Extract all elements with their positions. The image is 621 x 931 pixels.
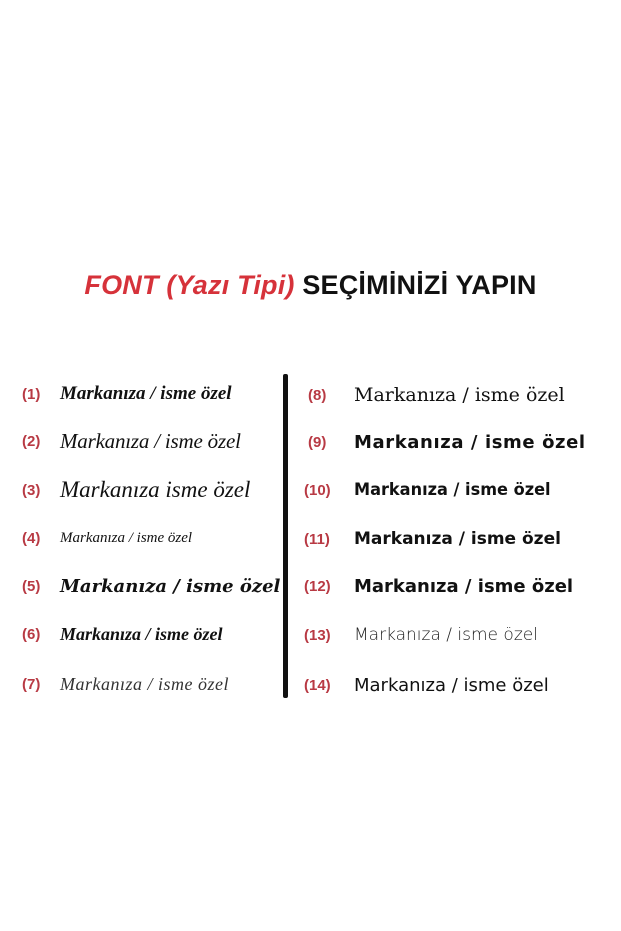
option-number: (3): [22, 481, 41, 499]
option-number: (1): [22, 385, 41, 403]
column-divider: [283, 374, 288, 698]
option-number: (13): [304, 626, 331, 644]
font-sample: Markanıza / isme özel: [354, 529, 561, 549]
title-main: SEÇİMİNİZİ YAPIN: [302, 270, 537, 300]
font-sample: Markanıza / isme özel: [354, 675, 549, 696]
option-number: (5): [22, 578, 41, 595]
font-sample: Markanıza / isme özel: [60, 576, 281, 597]
font-option-8[interactable]: [304, 384, 565, 406]
title-highlight: FONT (Yazı Tipi): [84, 270, 295, 300]
option-number: (10): [304, 481, 331, 499]
font-option-6[interactable]: [22, 624, 223, 645]
font-option-11[interactable]: [304, 529, 561, 549]
option-number: (6): [22, 626, 41, 643]
font-option-7[interactable]: [22, 674, 229, 695]
font-option-1[interactable]: [22, 383, 232, 405]
font-sample: Markanıza / isme özel: [354, 432, 586, 453]
font-option-5[interactable]: [22, 576, 280, 597]
font-option-9[interactable]: [304, 432, 586, 453]
font-option-12[interactable]: [304, 576, 573, 597]
font-sample: Markanıza / isme özel: [60, 530, 193, 546]
option-number: (8): [308, 386, 327, 404]
page-title: [0, 270, 621, 301]
font-sample: Markanıza / isme özel: [60, 674, 229, 694]
option-number: (14): [304, 677, 331, 694]
option-number: (12): [304, 578, 331, 595]
font-option-3[interactable]: [22, 477, 250, 503]
font-sample: Markanıza / isme özel: [354, 480, 551, 500]
font-option-2[interactable]: [22, 429, 241, 454]
option-number: (7): [22, 676, 41, 693]
font-sample: Markanıza / isme özel: [60, 624, 223, 644]
font-option-13[interactable]: [304, 625, 538, 645]
font-option-14[interactable]: [304, 675, 549, 696]
font-sample: Markanıza / isme özel: [354, 625, 538, 645]
font-sample: Markanıza / isme özel: [60, 429, 241, 453]
font-option-10[interactable]: [304, 480, 561, 500]
option-number: (2): [22, 433, 41, 450]
font-sample: Markanıza isme özel: [60, 477, 251, 502]
font-sample: Markanıza / isme özel: [60, 383, 232, 404]
option-number: (4): [22, 530, 41, 547]
option-number: (9): [308, 434, 327, 451]
font-sample: Markanıza / isme özel: [354, 384, 565, 406]
option-number: (11): [304, 530, 330, 548]
font-option-4[interactable]: [22, 530, 192, 547]
font-sample: Markanıza / isme özel: [354, 576, 574, 597]
